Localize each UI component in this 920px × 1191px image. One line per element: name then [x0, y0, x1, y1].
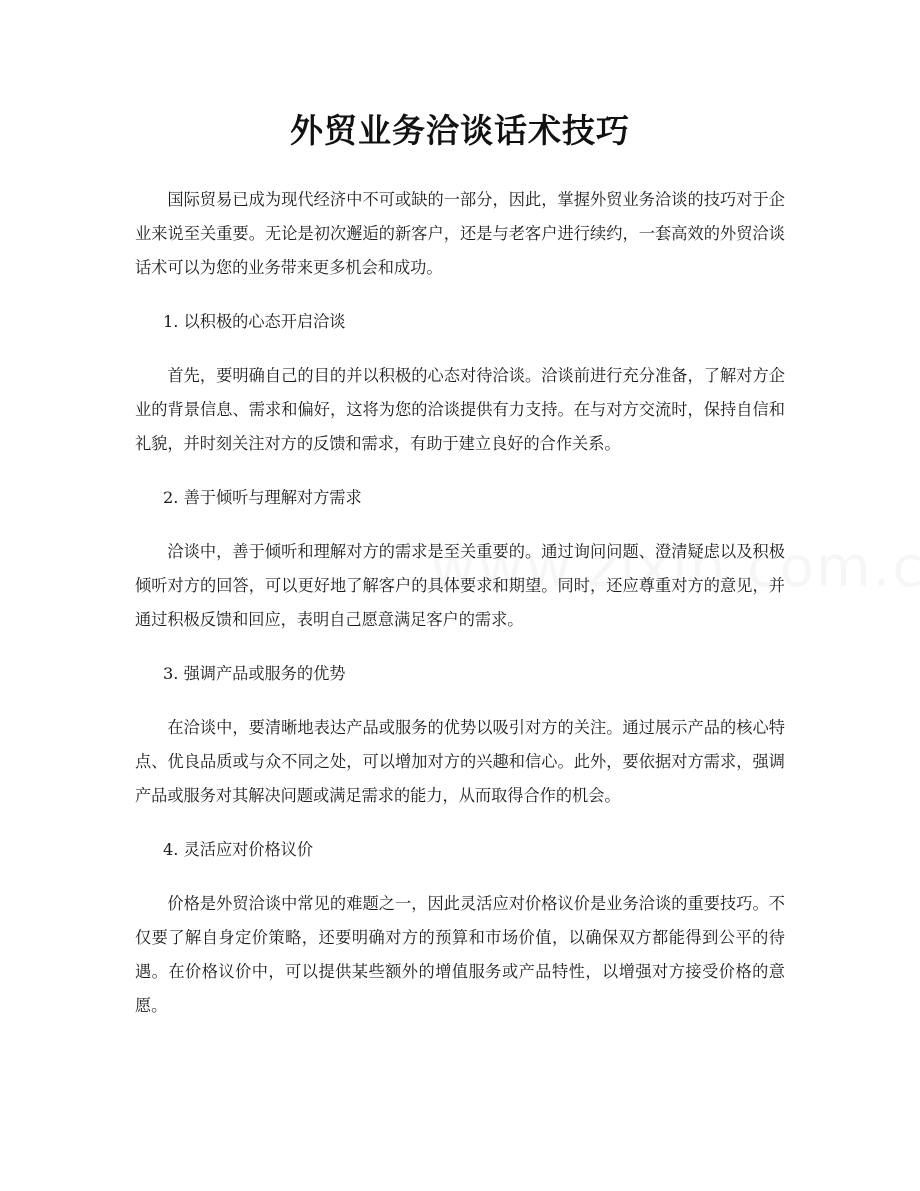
section-body-2: 洽谈中，善于倾听和理解对方的需求是至关重要的。通过询问问题、澄清疑虑以及积极倾听对方的回答，可以更好地了解客户的具体要求和期望。同时，还应尊重对方的意见，并通过积极反馈和回应，表明自己愿意满足客户的需求。 — [135, 542, 785, 629]
section-body-4: 价格是外贸洽谈中常见的难题之一，因此灵活应对价格议价是业务洽谈的重要技巧。不仅要了解自身定价策略，还要明确对方的预算和市场价值，以确保双方都能得到公平的待遇。在价格议价中，可以提供某些额外的增值服务或产品特性，以增强对方接受价格的意愿。 — [135, 894, 785, 1015]
intro-paragraph: 国际贸易已成为现代经济中不可或缺的一部分，因此，掌握外贸业务洽谈的技巧对于企业来说至关重要。无论是初次邂逅的新客户，还是与老客户进行续约，一套高效的外贸洽谈话术可以为您的业务带来更多机会和成功。 — [135, 190, 785, 277]
document-body — [135, 183, 785, 1023]
section-heading-3: 3. 强调产品或服务的优势 — [163, 664, 346, 683]
section-body-3: 在洽谈中，要清晰地表达产品或服务的优势以吸引对方的关注。通过展示产品的核心特点、优良品质或与众不同之处，可以增加对方的兴趣和信心。此外，要依据对方需求，强调产品或服务对其解决问题或满足需求的能力，从而取得合作的机会。 — [135, 718, 785, 805]
section-heading-1: 1. 以积极的心态开启洽谈 — [163, 312, 346, 331]
section-heading-2: 2. 善于倾听与理解对方需求 — [163, 488, 362, 507]
document-title: 外贸业务洽谈话术技巧 — [290, 111, 630, 150]
section-heading-4: 4. 灵活应对价格议价 — [163, 840, 314, 859]
section-body-1: 首先，要明确自己的目的并以积极的心态对待洽谈。洽谈前进行充分准备，了解对方企业的背景信息、需求和偏好，这将为您的洽谈提供有力支持。在与对方交流时，保持自信和礼貌，并时刻关注对方的反馈和需求，有助于建立良好的合作关系。 — [135, 366, 785, 453]
